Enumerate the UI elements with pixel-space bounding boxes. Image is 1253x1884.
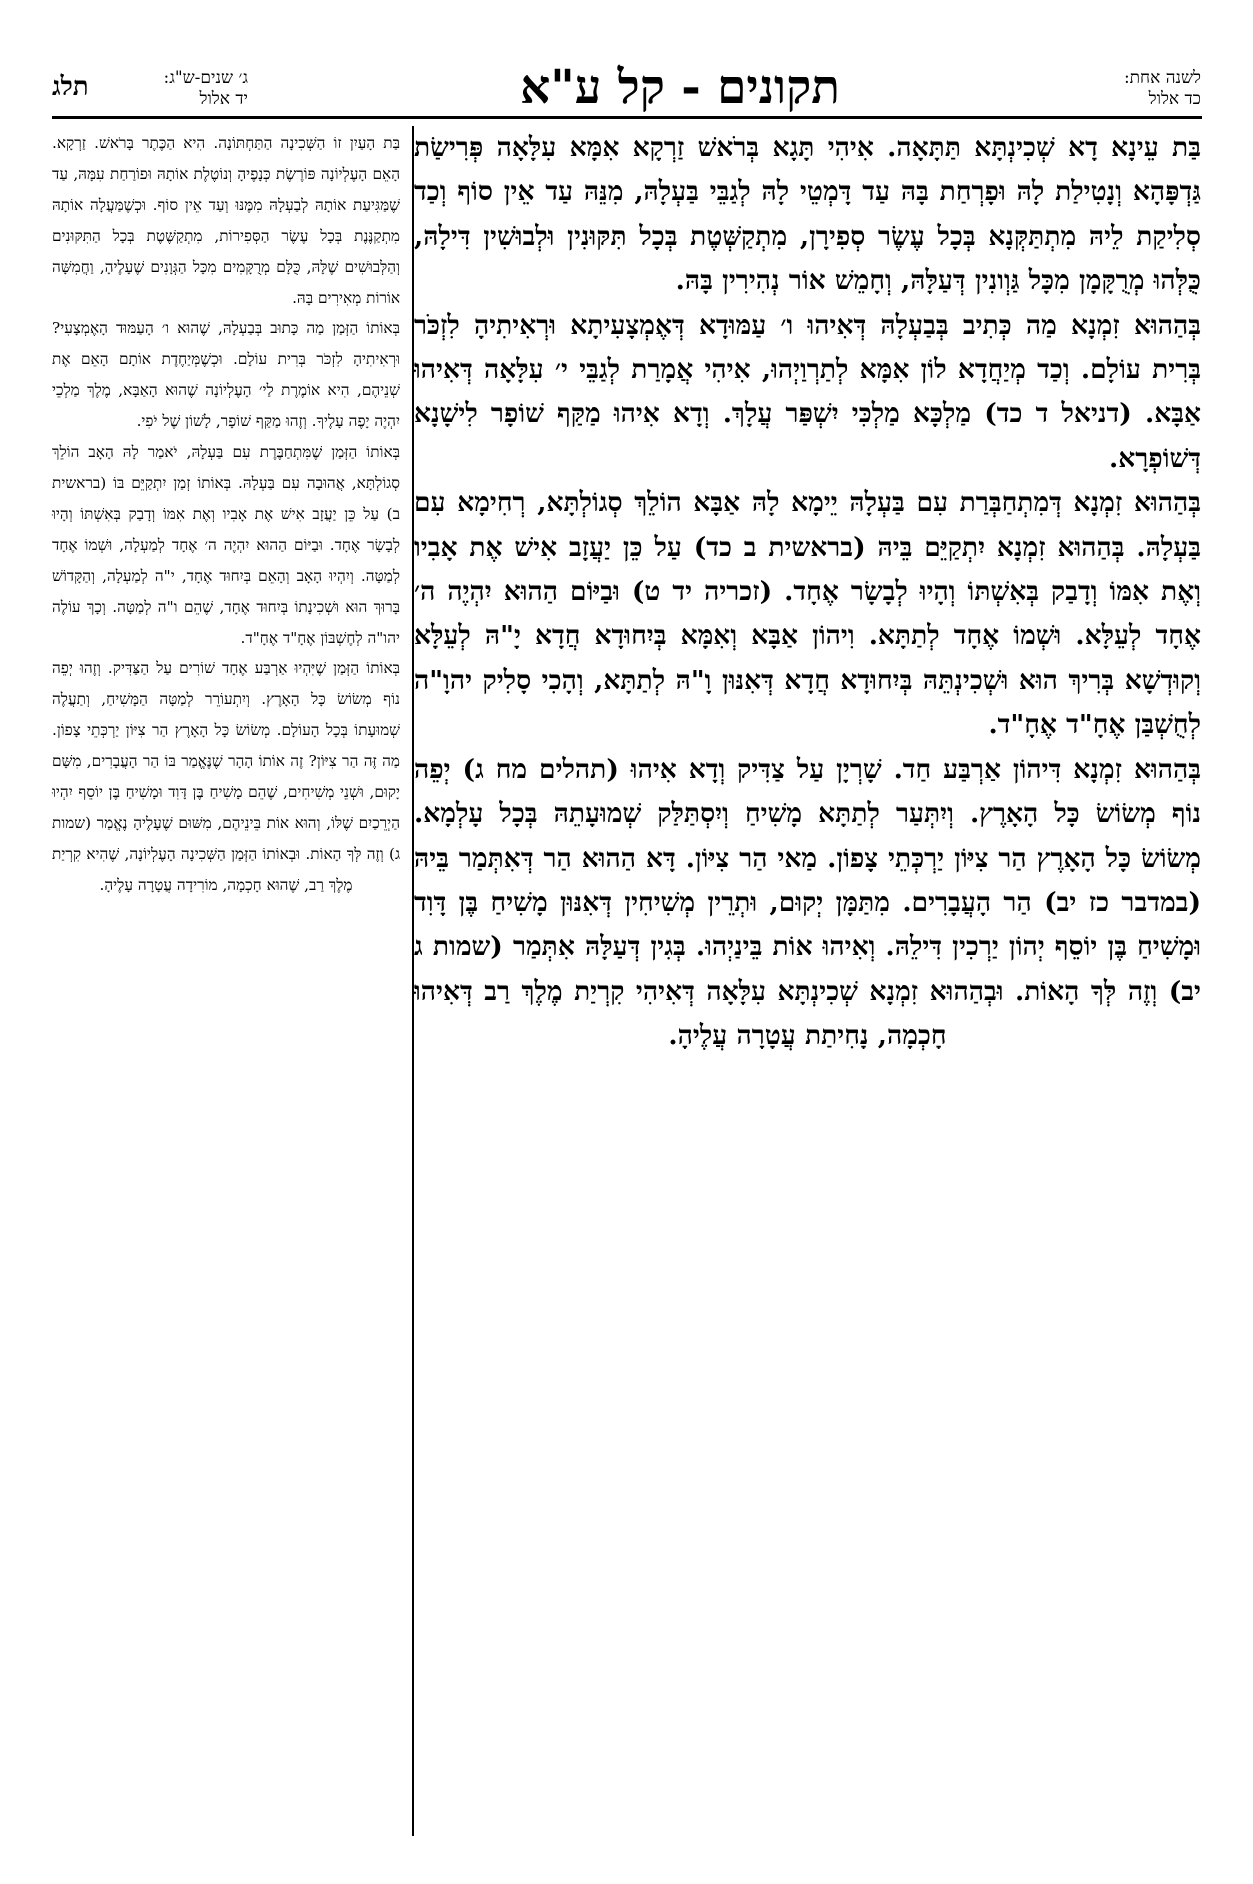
page-number: תלג: [52, 72, 89, 102]
header-left-dates: [98, 68, 248, 110]
main-paragraph: בַּת עֵינָא דָא שְׁכִינְתָּא תַּתָּאָה. אִיהִי תָּגָא בְּרֹאשׁ זַרְקָא אִמָּא עִלָּאָה פְּרִישַׂת גַּדְפָּהָא וְנָטִילַת לָהּ וּפָרְחַת בָּהּ עַד דָּמְטֵי לָהּ לְגַבֵּי בַּעְלָהּ, מִנֵּהּ עַד אֵין סוֹף וְכַד סְלִיקַת לֵיהּ מִתְתַּקְּנָא בְּכָל עֶשֶׂר סְפִירָן, מִתְקַשְּׁטֶת בְּכָל תִּקּוּנִין וּלְבוּשִׁין דִּילָהּ, כֻּלְּהוּ מְרֻקָּמָן מִכָּל גַּוְונִין דְּעַלָּהּ, וְחָמֵשׁ אוֹר נְהִירִין בָּהּ.: [414, 132, 1201, 297]
header-right-dates: [981, 68, 1201, 110]
header-divider: [52, 116, 1202, 119]
translation-column: [52, 128, 400, 901]
translation-paragraph: בַּת הָעַיִן זוֹ הַשְּׁכִינָה הַתַּחְתּוֹנָה. הִיא הַכֶּתֶר בָּרֹאשׁ. זַרְקָא. הָאֵם הָעֶלְיוֹנָה פּוֹרֶשֶׂת כְּנָפֶיהָ וְנוֹטֶלֶת אוֹתָהּ וּפוֹרַחַת עִמָּהּ, עַד שֶׁמַּגִּיעַת אוֹתָהּ לְבַעְלָהּ מִמֶּנּוּ וְעַד אֵין סוֹף. וּכְשֶׁמַּעֲלָה אוֹתָהּ מִתְקַנֶּנֶת בְּכָל עֶשֶׂר הַסְּפִירוֹת, מִתְקַשֶּׁטֶת בְּכָל הַתִּקּוּנִים וְהַלְּבוּשִׁים שֶׁלָּהּ, כֻּלָּם מְרֻקָּמִים מִכָּל הַגְּוָנִים שֶׁעָלֶיהָ, וַחֲמִשָּׁה אוֹרוֹת מְאִירִים בָּהּ.: [52, 134, 400, 307]
header-right-line-2: כד אלול: [1148, 89, 1201, 109]
column-divider: [412, 126, 414, 1836]
header-left-line-2: יד אלול: [199, 89, 248, 109]
main-paragraph: בְּהַהוּא זִמְנָא דִּיהוֹן אַרְבַּע חַד. שָׁרְיָן עַל צַדִּיק וְדָא אִיהוּ (תהלים מח ג) יְפֵה נוֹף מְשׂוֹשׂ כָּל הָאָרֶץ. וְיִתְּעַר לְתַתָּא מָשִׁיחַ וְיִסְתַּלַּק שְׁמוּעָתֵהּ בְּכָל עָלְמָא. מְשׂוֹשׂ כָּל הָאָרֶץ הַר צִיּוֹן יַרְכְּתֵי צָפוֹן. מַאי הַר צִיּוֹן. דָּא הַהוּא הַר דְּאִתְּמַר בֵּיהּ (במדבר כז יב) הַר הָעֲבָרִים. מִתַּמָּן יְקוּם, וּתְרֵין מְשִׁיחִין דְּאִנּוּן מָשִׁיחַ בֶּן דָּוִד וּמָשִׁיחַ בֶּן יוֹסֵף יְהוֹן יַרְכִין דִּילֵהּ. וְאִיהוּ אוֹת בֵּינַיְהוּ. בְּגִין דְּעַלָּהּ אִתְּמַר (שמות ג יב) וְזֶה לְּךָ הָאוֹת. וּבְהַהוּא זִמְנָא שְׁכִינְתָּא עִלָּאָה דְּאִיהִי קִרְיַת מֶלֶךְ רַב דְּאִיהוּ חָכְמָה, נָחִיתַת עֲטָרָה עֲלֶיהָ.: [414, 753, 1201, 1052]
main-text-column: [414, 126, 1201, 1059]
header-left-line-1: ג׳ שנים-ש"ג:: [163, 68, 248, 88]
translation-paragraph: בְּאוֹתוֹ הַזְּמַן שֶׁמִּתְחַבֶּרֶת עִם בַּעְלָהּ, יֹאמַר לָהּ הָאָב הוֹלֵךְ סְגוֹלְתָּא, אֲהוּבָה עִם בַּעְלָהּ. בְּאוֹתוֹ זְמַן יִתְקַיֵּם בּוֹ (בראשית ב) עַל כֵּן יַעֲזָב אִישׁ אֶת אָבִיו וְאֶת אִמּוֹ וְדָבַק בְּאִשְׁתּוֹ וְהָיוּ לְבָשָׂר אֶחָד. וּבַיּוֹם הַהוּא יִהְיֶה ה׳ אֶחָד לְמַעְלָה, וּשְׁמוֹ אֶחָד לְמַטָּה. וְיִהְיוּ הָאָב וְהָאֵם בְּיִחוּד אֶחָד, י"ה לְמַעְלָה, וְהַקָּדוֹשׁ בָּרוּךְ הוּא וּשְׁכִינָתוֹ בְּיִחוּד אֶחָד, שֶׁהֵם ו"ה לְמַטָּה. וְכָךְ עוֹלֶה יהו"ה לְחֶשְׁבּוֹן אֶחָ"ד אֶחָ"ד.: [52, 443, 400, 647]
header-right-line-1: לשנה אחת:: [1123, 68, 1201, 88]
translation-paragraph: בְּאוֹתוֹ הַזְּמַן מַה כָּתוּב בְּבַעְלָהּ, שֶׁהוּא ו׳ הָעַמּוּד הָאֶמְצָעִי? וּרְאִיתִיהָ לִזְכֹּר בְּרִית עוֹלָם. וּכְשֶׁמְּיַחֶדֶת אוֹתָם הָאֵם אֶת שְׁנֵיהֶם, הִיא אוֹמֶרֶת לַי׳ הָעֶלְיוֹנָה שֶׁהוּא הָאַבָּא, מֶלֶךְ מַלְכֵי יִהְיֶה יָפֶה עָלֶיךָ. וְזֶהוּ מַקַּף שׁוֹפָר, לָשׁוֹן שֶׁל יֹפִי.: [52, 319, 400, 431]
page-title: תקונים - קל ע"א: [520, 60, 840, 115]
translation-paragraph: בְּאוֹתוֹ הַזְּמַן שֶׁיִּהְיוּ אַרְבַּע אֶחָד שׁוֹרִים עַל הַצַּדִּיק. וְזֶהוּ יְפֵה נוֹף מְשׂוֹשׂ כָּל הָאָרֶץ. וְיִתְעוֹרֵר לְמַטָּה הַמָּשִׁיחַ, וְתַעֲלֶה שְׁמוּעָתוֹ בְּכָל הָעוֹלָם. מְשׂוֹשׂ כָּל הָאָרֶץ הַר צִיּוֹן יַרְכְּתֵי צָפוֹן. מַה זֶּה הַר צִיּוֹן? זֶה אוֹתוֹ הָהָר שֶׁנֶּאֱמַר בּוֹ הַר הָעֲבָרִים, מִשָּׁם יָקוּם, וּשְׁנֵי מְשִׁיחִים, שֶׁהֵם מָשִׁיחַ בֶּן דָּוִד וּמָשִׁיחַ בֶּן יוֹסֵף יִהְיוּ הַיְרֵכַיִם שֶׁלּוֹ, וְהוּא אוֹת בֵּינֵיהֶם, מִשּׁוּם שֶׁעָלֶיהָ נֶאֱמַר (שמות ג) וְזֶה לְּךָ הָאוֹת. וּבְאוֹתוֹ הַזְּמַן הַשְּׁכִינָה הָעֶלְיוֹנָה, שֶׁהִיא קִרְיַת מֶלֶךְ רַב, שֶׁהוּא חָכְמָה, מוֹרִידָה עֲטָרָה עָלֶיהָ.: [52, 659, 400, 894]
main-paragraph: בְּהַהוּא זִמְנָא מַה כְּתִיב בְּבַעְלָהּ דְּאִיהוּ ו׳ עַמּוּדָא דְּאֶמְצָעִיתָא וּרְאִיתִיהָ לִזְכֹּר בְּרִית עוֹלָם. וְכַד מְיַחֲדָא לוֹן אִמָּא לְתַרְוַיְהוּ, אִיהִי אֲמָרַת לְגַבֵּי י׳ עִלָּאָה דְּאִיהוּ אַבָּא. (דניאל ד כד) מַלְכָּא מַלְכִּי יִשְׁפַּר עֲלָךְ. וְדָא אִיהוּ מַקַּף שׁוֹפָר לִישָׁנָא דְּשׁוֹפְרָא.: [414, 309, 1201, 474]
main-paragraph: בְּהַהוּא זִמְנָא דְּמִתְחַבְּרַת עִם בַּעְלָהּ יֵימָא לָהּ אַבָּא הוֹלֵךְ סְגוֹלְתָּא, רְחִימָא עִם בַּעְלָהּ. בְּהַהוּא זִמְנָא יִתְקַיֵּם בֵּיהּ (בראשית ב כד) עַל כֵּן יַעֲזָב אִישׁ אֶת אָבִיו וְאֶת אִמּוֹ וְדָבַק בְּאִשְׁתּוֹ וְהָיוּ לְבָשָׂר אֶחָד. (זכריה יד ט) וּבַיּוֹם הַהוּא יִהְיֶה ה׳ אֶחָד לְעֵלָּא. וּשְׁמוֹ אֶחָד לְתַתָּא. וִיהוֹן אַבָּא וְאִמָּא בְּיִחוּדָא חֲדָא יָ"הּ לְעֵלָּא וְקוּדְשָׁא בְּרִיךְ הוּא וּשְׁכִינְתֵּהּ בְּיִחוּדָא חֲדָא דְּאִנּוּן וָ"הּ לְתַתָּא, וְהָכִי סָלִיק יהוָ"ה לְחֻשְׁבַּן אֶחָ"ד אֶחָ"ד.: [414, 487, 1202, 741]
